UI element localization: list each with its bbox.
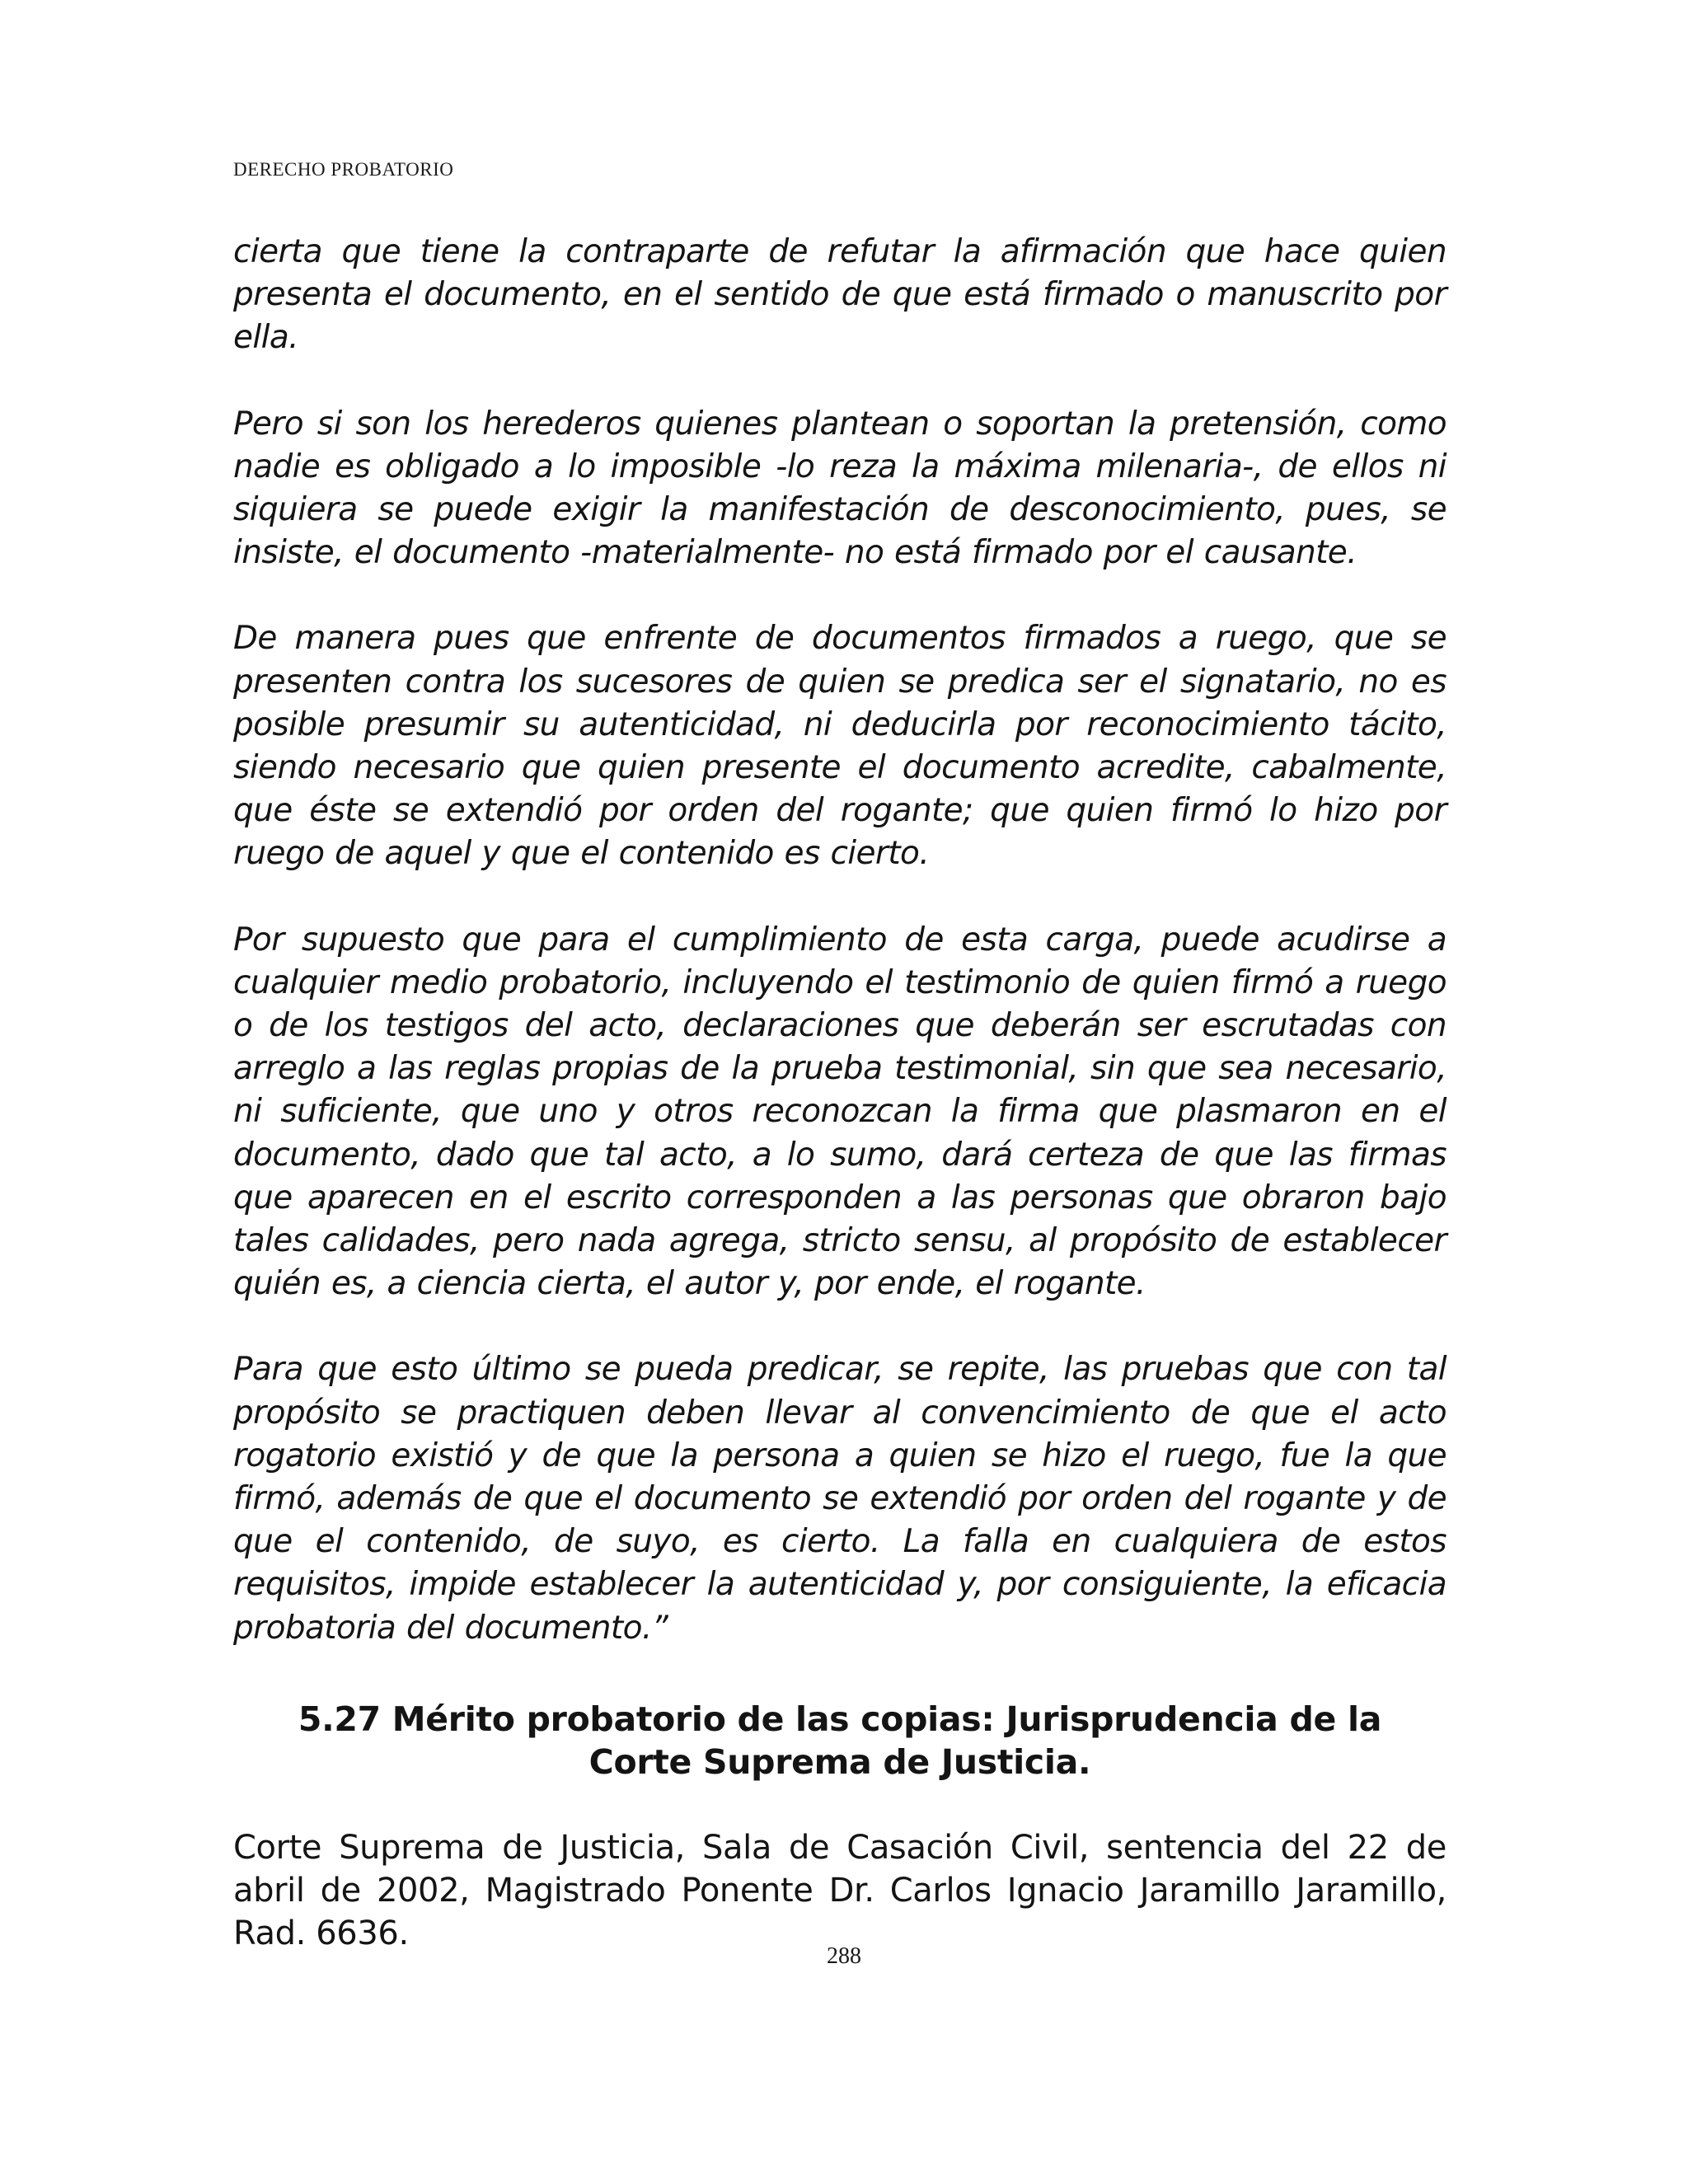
section-heading: 5.27 Mérito probatorio de las copias: Jurisprudencia de la Corte Suprema de Justicia. xyxy=(298,1699,1382,1782)
running-header: DERECHO PROBATORIO xyxy=(233,159,454,180)
quote-paragraph-2: Pero si son los herederos quienes plantean o soportan la pretensión, como nadie es obligado a lo imposible -lo reza la máxima milenaria-, de ellos ni siquiera se puede exigir la manifestación de desconocimiento, pues, se insiste, el documento -materialmente- no está firmado por el causante. xyxy=(233,405,1447,572)
page-body xyxy=(233,231,1447,1955)
quote-paragraph-5: Para que esto último se pueda predicar, se repite, las pruebas que con tal propósito se practiquen deben llevar al convencimiento de que el acto rogatorio existió y de que la persona a quien se hizo el ruego, fue la que firmó, además de que el documento se extendió por orden del rogante y de que el contenido, de suyo, es cierto. La falla en cualquiera de estos requisitos, impide establecer la autenticidad y, por consiguiente, la eficacia probatoria del documento.” xyxy=(233,1351,1447,1647)
page-number: 288 xyxy=(827,1943,861,1969)
quote-paragraph-1: cierta que tiene la contraparte de refutar la afirmación que hace quien presenta el documento, en el sentido de que está firmado o manuscrito por ella. xyxy=(233,233,1447,357)
quote-paragraph-4: Por supuesto que para el cumplimiento de esta carga, puede acudirse a cualquier medio probatorio, incluyendo el testimonio de quien firmó a ruego o de los testigos del acto, declaraciones que deberán ser escrutadas con arreglo a las reglas propias de la prueba testimonial, sin que sea necesario, ni suficiente, que uno y otros reconozcan la firma que plasmaron en el documento, dado que tal acto, a lo sumo, dará certeza de que las firmas que aparecen en el escrito corresponden a las personas que obraron bajo tales calidades, pero nada agrega, stricto sensu, al propósito de establecer quién es, a ciencia cierta, el autor y, por ende, el rogante. xyxy=(233,921,1447,1303)
quote-paragraph-3: De manera pues que enfrente de documentos firmados a ruego, que se presenten contra los sucesores de quien se predica ser el signatario, no es posible presumir su autenticidad, ni deducirla por reconocimiento tácito, siendo necesario que quien presente el documento acredite, cabalmente, que éste se extendió por orden del rogante; que quien firmó lo hizo por ruego de aquel y que el contenido es cierto. xyxy=(233,620,1447,873)
citation-paragraph: Corte Suprema de Justicia, Sala de Casación Civil, sentencia del 22 de abril de 2002, Magistrado Ponente Dr. Carlos Ignacio Jaramillo Jaramillo, Rad. 6636. xyxy=(233,1828,1447,1952)
